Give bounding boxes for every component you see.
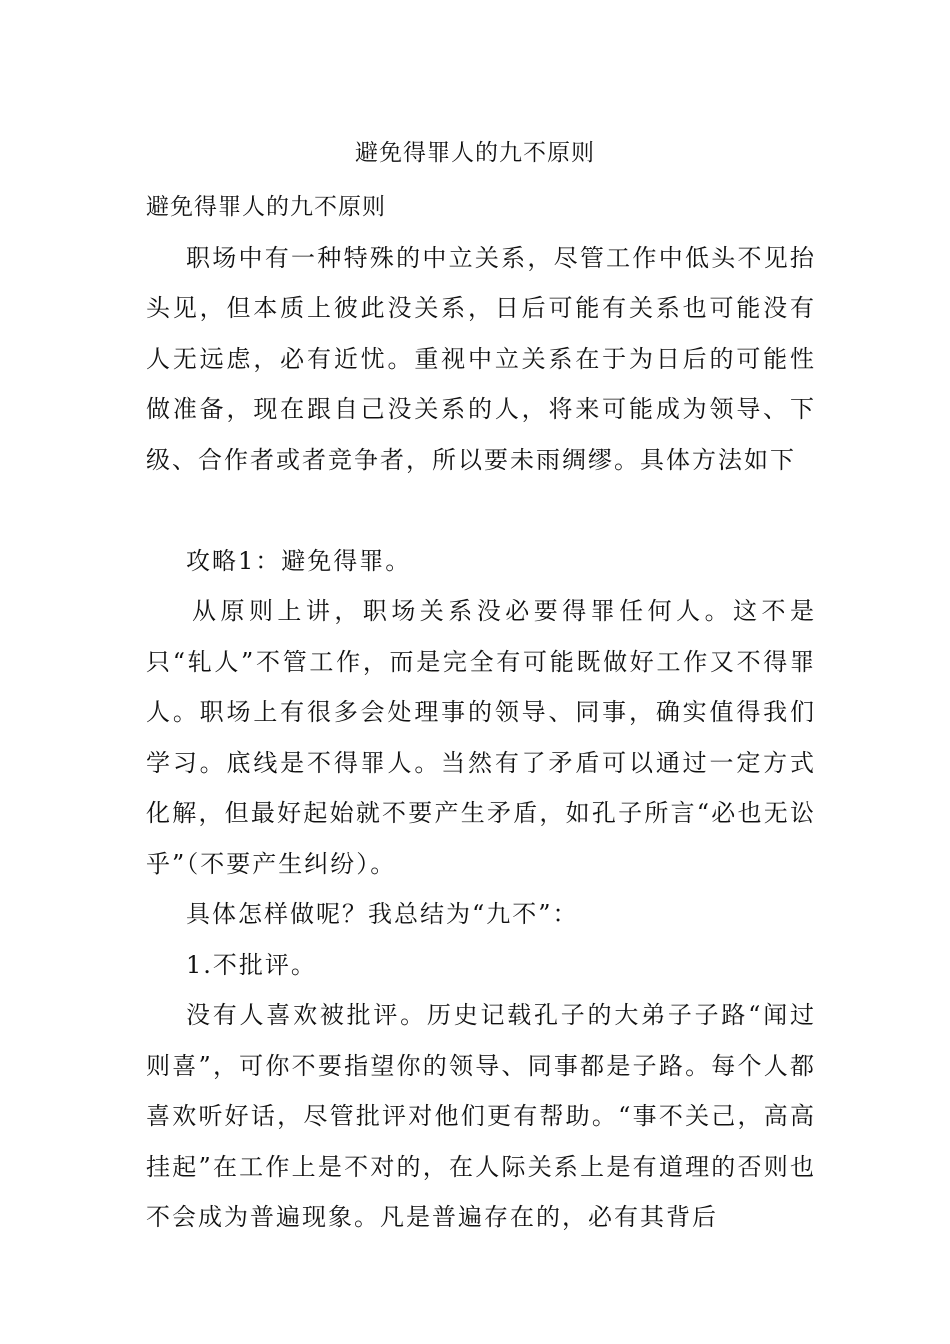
item-paragraph: 没有人喜欢被批评。历史记载孔子的大弟子子路“闻过则喜”，可你不要指望你的领导、同事都是子路。每个人都喜欢听好话，尽管批评对他们更有帮助。“事不关己，高高挂起”在工作上是不对的，在人际关系上是有道理的否则也不会成为普遍现象。凡是普遍存在的，必有其背后	[146, 1001, 816, 1231]
question-paragraph: 具体怎样做呢？我总结为“九不”：	[186, 900, 579, 928]
document-body	[146, 182, 816, 1243]
strategy-heading: 攻略1：避免得罪。	[186, 546, 412, 575]
paragraph-gap	[146, 485, 816, 536]
document-subtitle: 避免得罪人的九不原则	[146, 194, 386, 220]
document-title: 避免得罪人的九不原则	[355, 140, 595, 166]
strategy-paragraph: 从原则上讲，职场关系没必要得罪任何人。这不是只“轧人”不管工作，而是完全有可能既做好工作又不得罪人。职场上有很多会处理事的领导、同事，确实值得我们学习。底线是不得罪人。当然有了矛盾可以通过一定方式化解，但最好起始就不要产生矛盾，如孔子所言“必也无讼乎”（不要产生纠纷）。	[146, 597, 816, 878]
intro-paragraph: 职场中有一种特殊的中立关系，尽管工作中低头不见抬头见，但本质上彼此没关系，日后可能有关系也可能没有人无远虑，必有近忧。重视中立关系在于为日后的可能性做准备，现在跟自己没关系的人，将来可能成为领导、下级、合作者或者竞争者，所以要未雨绸缪。具体方法如下	[146, 243, 816, 474]
item-heading: 1.不批评。	[186, 950, 317, 979]
